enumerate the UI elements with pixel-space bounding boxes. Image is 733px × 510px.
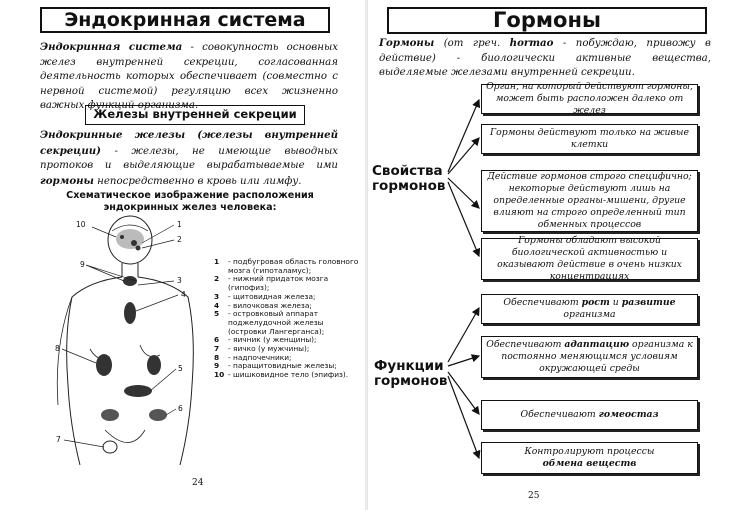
brain-shape (116, 229, 144, 249)
legend-number: 8 (214, 352, 220, 362)
arrow-function-1 (448, 308, 479, 362)
definition-term: Эндокринная система (40, 41, 183, 53)
function-1-mid: и (609, 297, 622, 308)
function-3-pre: Обеспечивают (520, 409, 599, 420)
right-page (366, 0, 733, 510)
glands-heading: Железы внутренней секреции (85, 105, 305, 125)
figure-number-2: 2 (177, 235, 182, 244)
page-title-endocrine-system: Эндокринная система (40, 7, 330, 33)
legend-number: 3 (214, 291, 220, 301)
glands-definition (40, 128, 338, 189)
pituitary-shape (136, 246, 141, 251)
scheme-caption: Схематическое изображение расположения эндокринных желез человека: (66, 190, 314, 213)
function-box-3 (481, 400, 698, 430)
function-2-pre: Обеспечивают (486, 339, 565, 350)
property-box-3: Действие гормонов строго специфично; некоторые действуют лишь на определенные органы-мишени, другие влияют на строго определенный тип обменных процессов (481, 170, 698, 232)
definition-part-1: (от греч. (434, 38, 510, 49)
legend-text: - шишковидное тело (эпифиз). (228, 370, 349, 380)
glands-text-1: - железы, не имеющие выводных протоков и выделяющие вырабатываемые ими (40, 145, 338, 171)
definition-text: - совокупность основных желез внутренней секреции, согласованная деятельность которых обеспечивает (совместно с нервной системой) регуляцию всех жизненно важных функций организма. (40, 42, 338, 111)
testis-shape (103, 441, 117, 453)
figure-number-3: 3 (177, 276, 182, 285)
ovary-shape (101, 409, 119, 421)
adrenal-shape (96, 354, 112, 376)
property-box-2: Гормоны действуют только на живые клетки (481, 124, 698, 154)
hormones-term: Гормоны (379, 37, 435, 49)
legend-item (214, 371, 362, 380)
legend-number: 1 (214, 257, 220, 266)
page-number: 24 (192, 478, 204, 488)
legend-text: - вилочковая железа; (228, 300, 312, 310)
function-box-4 (481, 442, 698, 474)
function-4-bold: обмена веществ (542, 458, 637, 469)
legend-number: 6 (214, 335, 220, 345)
hormones-word: гормоны (40, 174, 94, 187)
legend-number: 2 (214, 274, 220, 284)
legend-text: - островковый аппарат поджелудочной железы (островки Лангерганса); (228, 309, 325, 336)
function-1-bold: рост (581, 297, 610, 308)
legend-number: 9 (214, 361, 220, 371)
figure-number-10: 10 (76, 220, 86, 229)
legend-item (214, 258, 362, 275)
function-3-bold: гомеостаз (598, 409, 659, 420)
pineal-shape (120, 235, 124, 239)
figure-number-1: 1 (177, 220, 182, 229)
function-4-pre: Контролируют процессы (524, 446, 655, 457)
arrow-property-1 (448, 100, 479, 172)
function-1-post: организма (563, 309, 616, 320)
figure-number-4: 4 (181, 290, 186, 299)
legend-number: 5 (214, 309, 220, 319)
property-box-4: Гормоны обладают высокой биологической активностью и оказывают действие в очень низких концентрациях (481, 238, 698, 280)
property-box-1: Орган, на который действуют гормоны, может быть расположен далеко от желез (481, 84, 698, 114)
body-figure-illustration (50, 215, 210, 470)
arrow-property-2 (448, 138, 479, 174)
legend-text: - яичник (у женщины); (228, 335, 317, 345)
greek-word: hormao (509, 37, 554, 49)
legend-number: 7 (214, 344, 220, 354)
legend-text: - паращитовидные железы; (228, 361, 337, 371)
legend-number: 10 (214, 370, 225, 380)
legend-text: - нижний придаток мозга (гипофиз); (228, 274, 329, 293)
function-1-pre: Обеспечивают (503, 297, 582, 308)
legend-item (214, 275, 362, 292)
legend-text: - яичко (у мужчины); (228, 344, 310, 354)
glands-legend (214, 258, 362, 380)
legend-number: 4 (214, 300, 220, 310)
function-1-bold2: развитие (621, 297, 676, 308)
function-box-2 (481, 336, 698, 378)
legend-text: - надпочечники; (228, 352, 292, 362)
adrenal-shape-2 (147, 355, 161, 375)
left-page (0, 0, 366, 510)
endocrine-system-definition (40, 40, 338, 114)
page-title-hormones: Гормоны (387, 7, 707, 34)
pancreas-shape (124, 385, 152, 397)
figure-number-8: 8 (55, 344, 60, 353)
function-2-mid: организма к постоянно меняющимся условиям окружающей среды (501, 339, 693, 374)
figure-number-5: 5 (178, 364, 183, 373)
ovary-shape-2 (149, 409, 167, 421)
legend-item (214, 310, 362, 336)
figure-number-7: 7 (56, 435, 61, 444)
functions-label: Функции гормонов (374, 358, 448, 389)
glands-text-2: непосредственно в кровь или лимфу. (93, 175, 302, 187)
glands-term: Эндокринные железы (железы внутренней секреции) (40, 129, 338, 157)
page-number: 25 (528, 491, 540, 501)
figure-number-6: 6 (178, 404, 183, 413)
function-box-1 (481, 294, 698, 324)
thymus-shape (124, 302, 136, 324)
function-2-bold: адаптацию (564, 339, 630, 350)
figure-number-9: 9 (80, 260, 85, 269)
definition-part-2: - побуждаю, привожу в действие) - биологически активные вещества, выделяемые железами внутренней секреции. (379, 38, 711, 78)
properties-label: Свойства гормонов (372, 163, 446, 194)
hypothalamus-shape (131, 240, 137, 246)
legend-text: - щитовидная железа; (228, 291, 316, 301)
legend-text: - подбугровая область головного мозга (гипоталамус); (228, 257, 359, 275)
